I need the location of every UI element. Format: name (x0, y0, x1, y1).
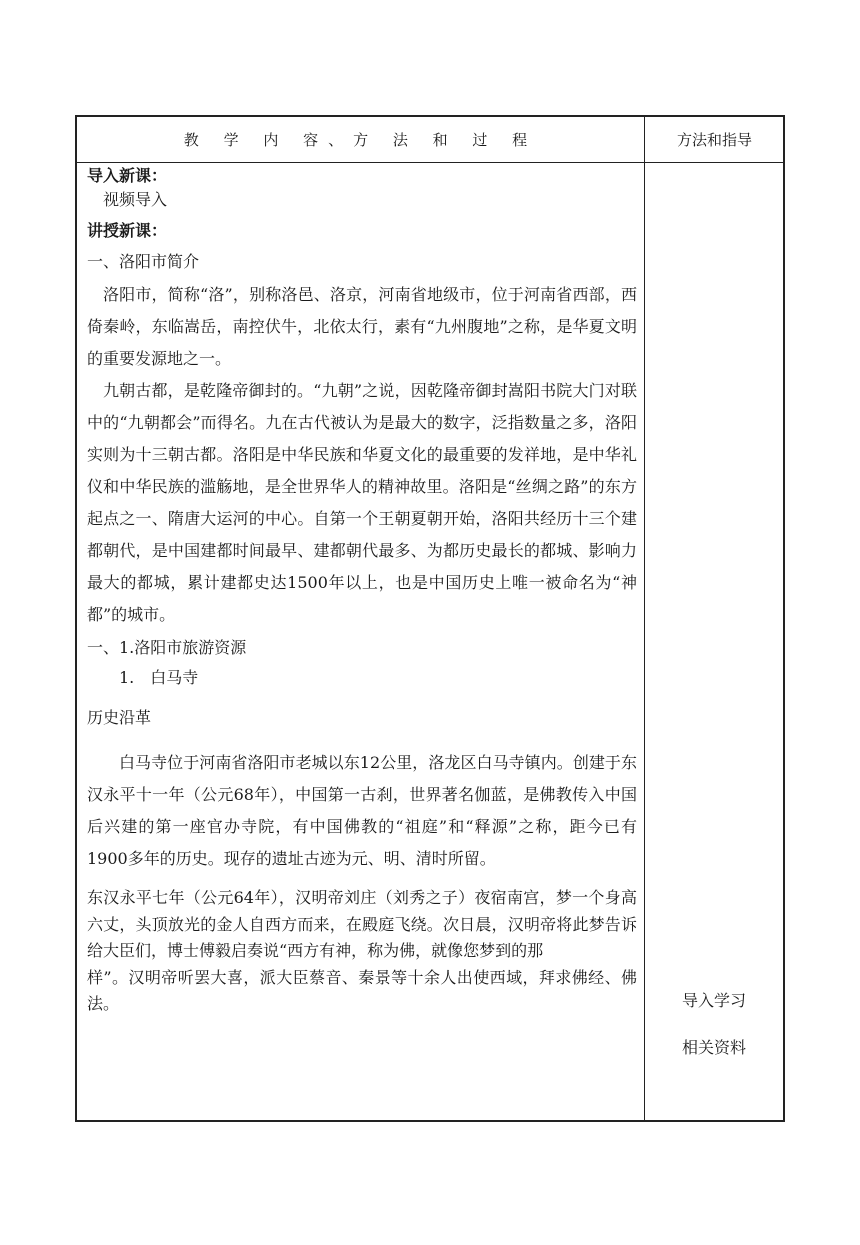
intro-text: 视频导入 (103, 190, 168, 209)
history-paragraph-2b: 样”。汉明帝听罢大喜，派大臣蔡音、秦景等十余人出使西域，拜求佛经、佛法。 (87, 967, 637, 1013)
table-header-row (77, 117, 783, 163)
side-notes-cell (645, 977, 783, 1071)
header-side-title: 方法和指导 (644, 117, 784, 162)
subsection-white-horse-temple: 1. 白马寺 (119, 668, 199, 687)
side-note-line-2: 相关资料 (681, 1038, 746, 1057)
main-content-cell (87, 163, 637, 1018)
intro-heading: 导入新课： (87, 166, 168, 185)
history-heading: 历史沿革 (87, 708, 152, 727)
lecture-heading: 讲授新课： (87, 221, 168, 240)
lesson-plan-table (75, 115, 785, 1122)
section1-title: 一、洛阳市简介 (87, 252, 200, 271)
side-note-line-1: 导入学习 (681, 991, 746, 1010)
history-paragraph-1: 白马寺位于河南省洛阳市老城以东12公里，洛龙区白马寺镇内。创建于东汉永平十一年（公元68年），中国第一古刹，世界著名伽蓝，是佛教传入中国后兴建的第一座官办寺院，有中国佛教的“祖庭”和“释源”之称，距今已有1900多年的历史。现存的遗址古迹为元、明、清时所留。 (87, 753, 637, 868)
section2-title: 一、1.洛阳市旅游资源 (87, 638, 247, 657)
header-main-title: 教 学 内 容、方 法 和 过 程 (183, 131, 538, 149)
section1-paragraph-1: 洛阳市，简称“洛”，别称洛邑、洛京，河南省地级市，位于河南省西部，西倚秦岭，东临嵩岳，南控伏牛，北依太行，素有“九州腹地”之称，是华夏文明的重要发源地之一。 (87, 285, 637, 368)
history-paragraph-2a: 东汉永平七年（公元64年），汉明帝刘庄（刘秀之子）夜宿南宫，梦一个身高六丈，头顶放光的金人自西方而来，在殿庭飞绕。次日晨，汉明帝将此梦告诉给大臣们，博士傅毅启奏说“西方有神，称为佛，就像您梦到的那 (87, 888, 637, 960)
section1-paragraph-2: 九朝古都，是乾隆帝御封的。“九朝”之说，因乾隆帝御封嵩阳书院大门对联中的“九朝都会”而得名。九在古代被认为是最大的数字，泛指数量之多，洛阳实则为十三朝古都。洛阳是中华民族和华夏文化的最重要的发祥地，是中华礼仪和中华民族的滥觞地，是全世界华人的精神故里。洛阳是“丝绸之路”的东方起点之一、隋唐大运河的中心。自第一个王朝夏朝开始，洛阳共经历十三个建都朝代，是中国建都时间最早、建都朝代最多、为都历史最长的都城、影响力最大的都城，累计建都史达1500年以上，也是中国历史上唯一被命名为“神都”的城市。 (87, 381, 637, 624)
